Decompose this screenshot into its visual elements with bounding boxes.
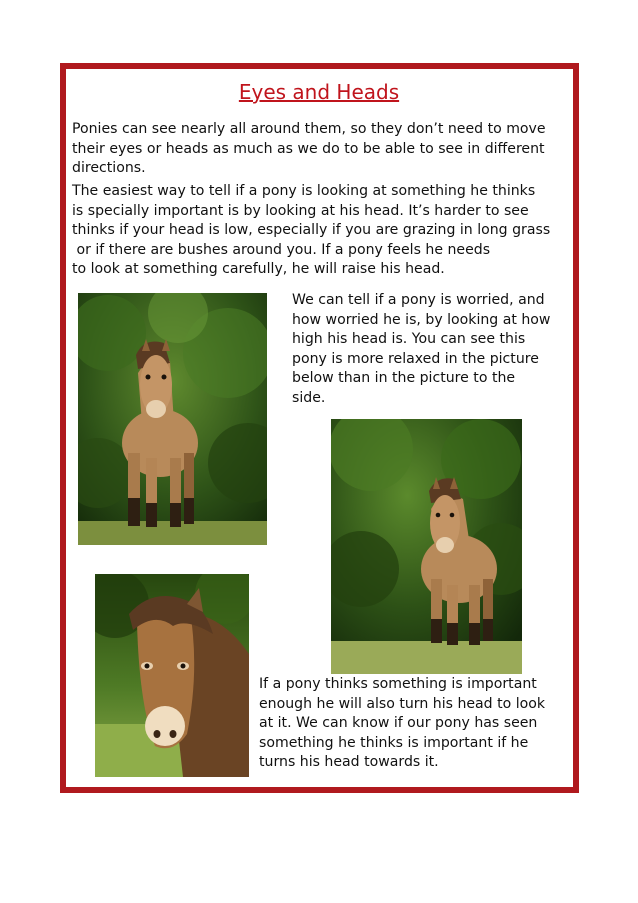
text-line: thinks if your head is low, especially if you are grazing in long grass [72, 222, 551, 238]
text-line: below than in the picture to the [292, 370, 516, 386]
pony-head-raised-photo [78, 293, 267, 545]
pony-relaxed-photo [331, 419, 522, 674]
text-line: enough he will also turn his head to look [259, 695, 546, 712]
pony-head-turned-photo [95, 574, 249, 777]
page-title: Eyes and Heads [238, 80, 400, 104]
text-line: at it. We can know if our pony has seen [259, 715, 538, 731]
text-line: how worried he is, by looking at how [292, 311, 551, 328]
paragraph-worried [292, 291, 567, 408]
text-line: directions. [72, 160, 146, 176]
pony-head-turned-photo-icon [95, 574, 249, 777]
text-line: If a pony thinks something is important [259, 676, 537, 692]
text-line: We can tell if a pony is worried, and [292, 292, 545, 308]
text-line: or if there are bushes around you. If a pony feels he needs [72, 241, 491, 258]
text-line: their eyes or heads as much as we do to be able to see in different [72, 140, 545, 157]
text-line: Ponies can see nearly all around them, so they don’t need to move [72, 121, 546, 137]
pony-relaxed-photo-icon [331, 419, 522, 674]
text-line: The easiest way to tell if a pony is looking at something he thinks [72, 183, 536, 199]
pony-head-raised-photo-icon [78, 293, 267, 545]
text-line: high his head is. You can see this [292, 331, 526, 347]
text-line: side. [292, 389, 326, 406]
text-line: turns his head towards it. [259, 754, 439, 770]
paragraph-turn-head [259, 675, 564, 773]
text-line: is specially important is by looking at his head. It’s harder to see [72, 202, 529, 219]
text-line: pony is more relaxed in the picture [292, 350, 539, 367]
paragraph-vision [72, 120, 572, 179]
paragraph-head-position [72, 182, 572, 280]
text-line: to look at something carefully, he will raise his head. [72, 261, 445, 277]
text-line: something he thinks is important if he [259, 734, 529, 751]
